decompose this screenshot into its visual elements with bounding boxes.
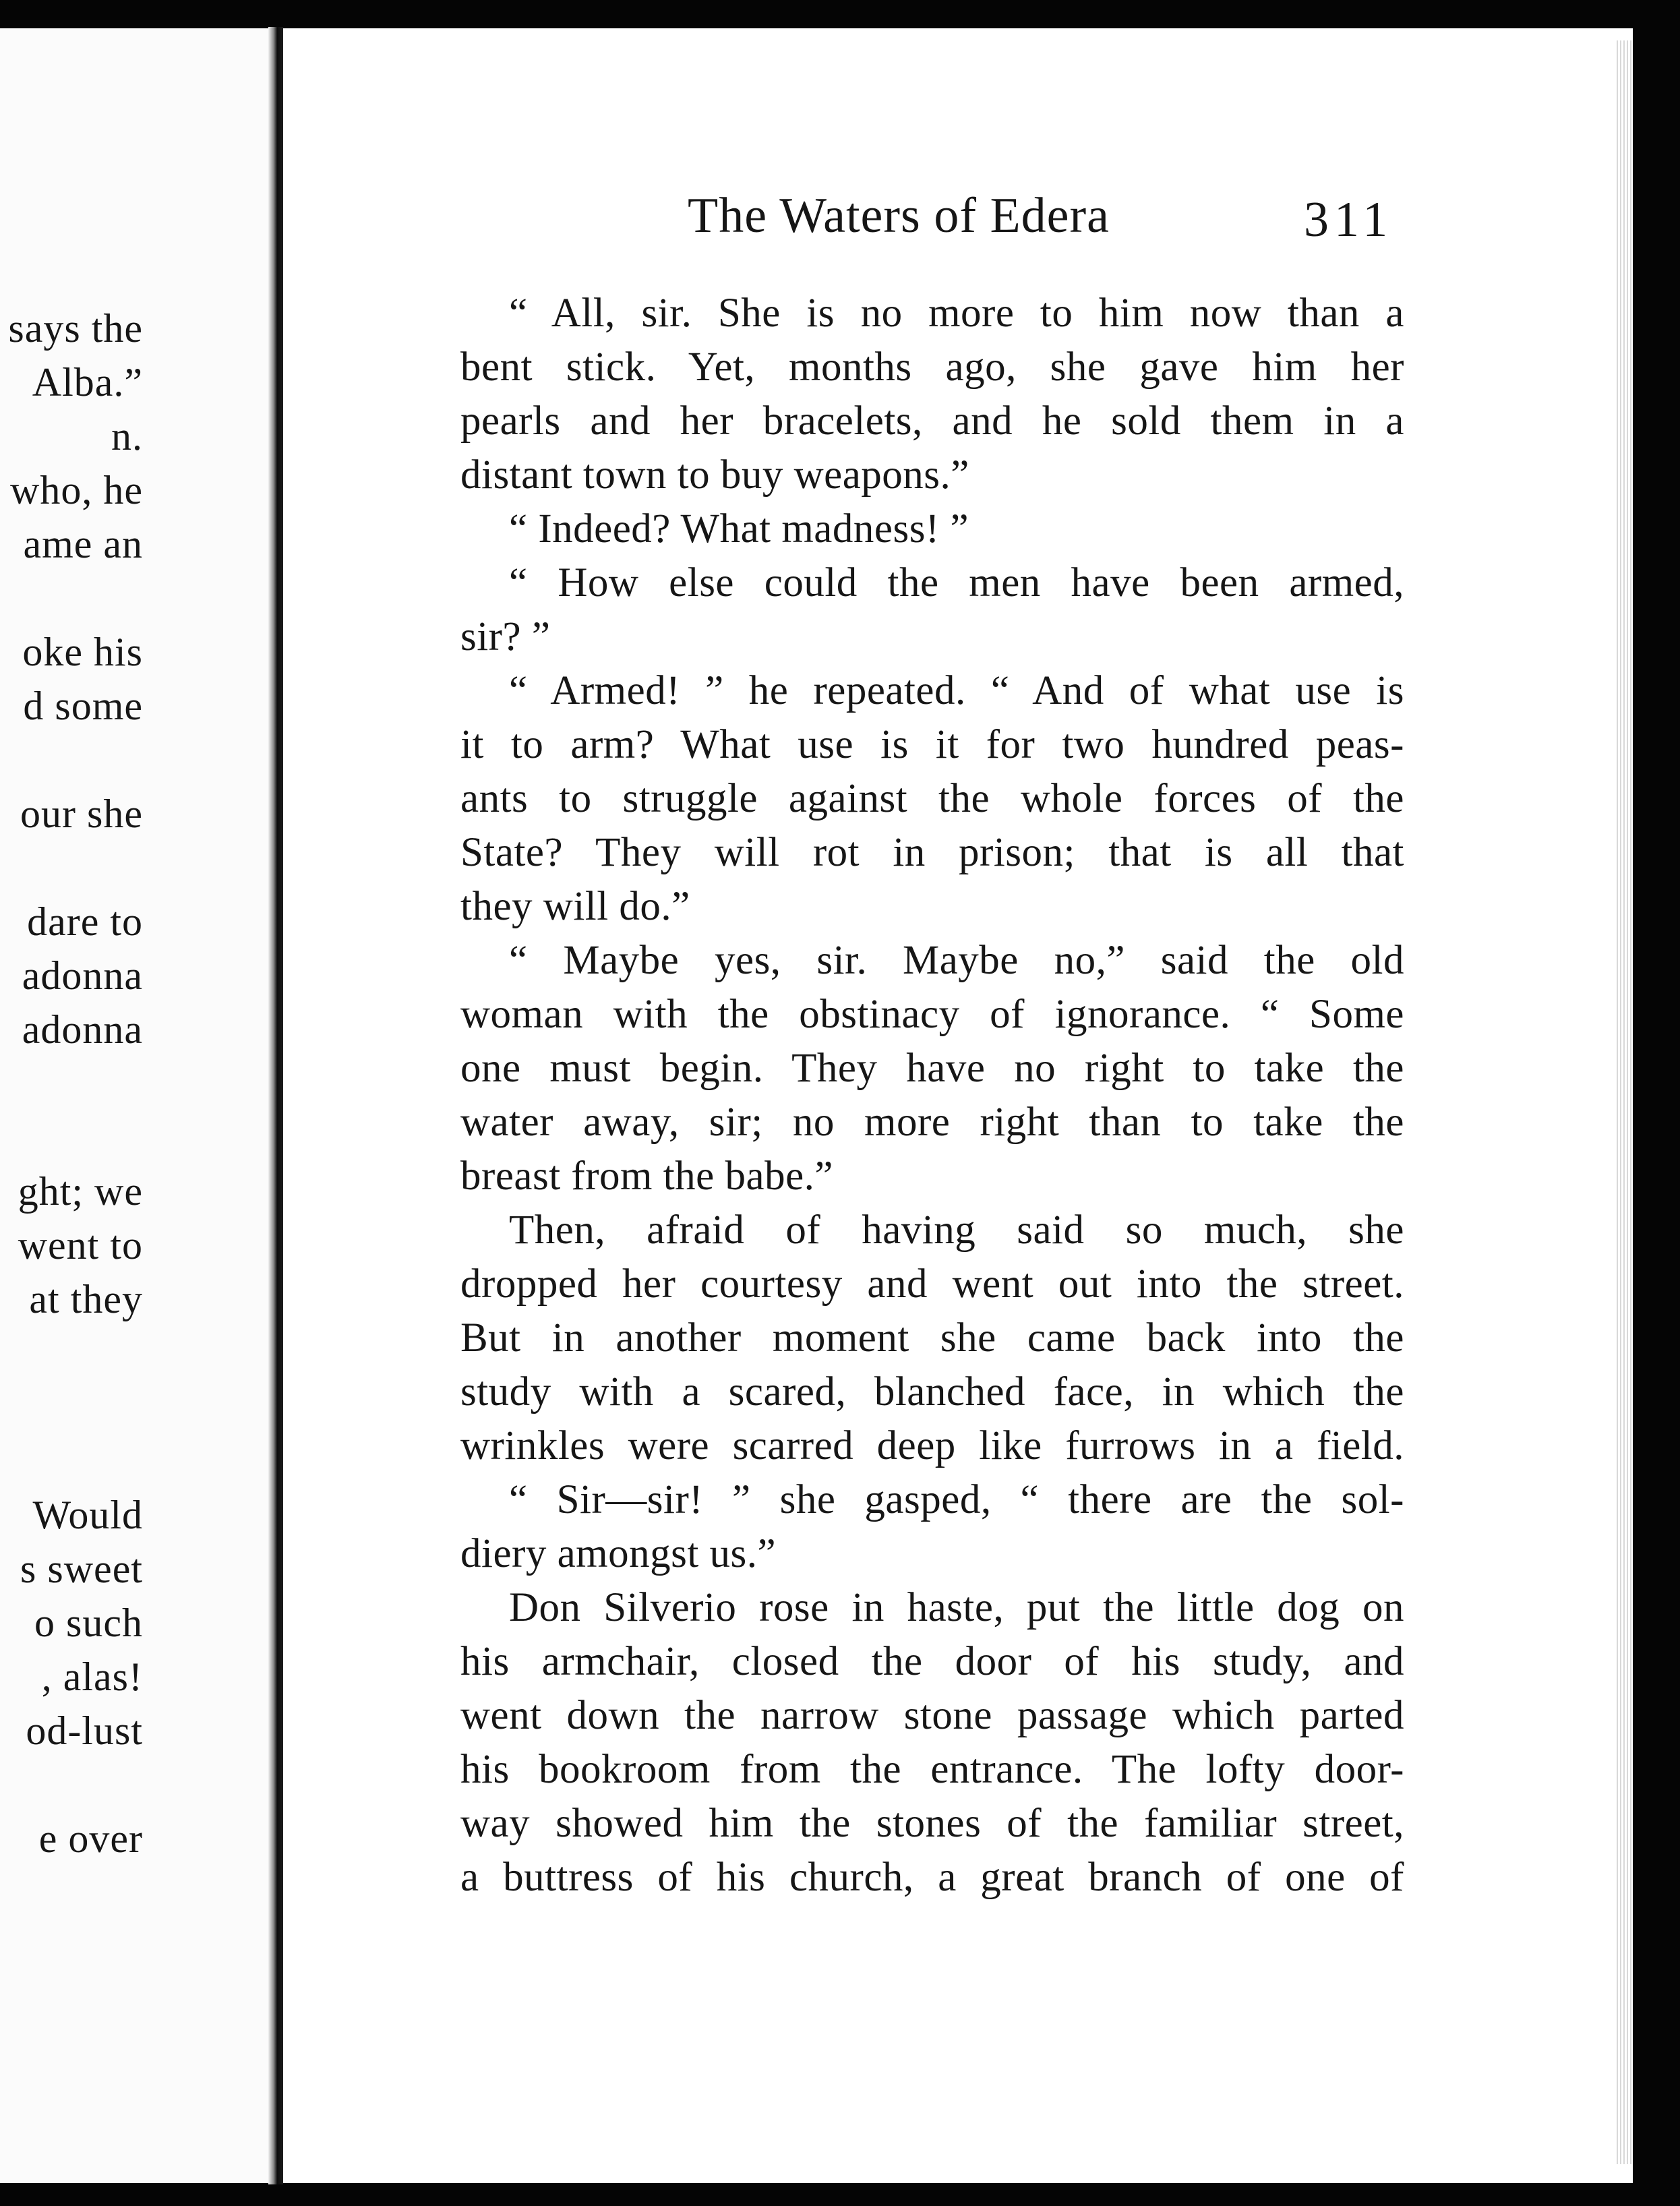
text-line: one must begin. They have no right to take the (460, 1046, 1404, 1091)
left-page-line: says the (8, 306, 143, 351)
left-page-line: our she (20, 792, 143, 836)
text-line: bent stick. Yet, months ago, she gave him her (460, 345, 1404, 390)
left-page-line: o such (34, 1601, 143, 1645)
text-line: it to arm? What use is it for two hundred peas- (460, 722, 1404, 767)
left-page-line: adonna (22, 953, 143, 998)
page-number: 311 (1304, 192, 1393, 247)
left-page-line: went to (18, 1223, 143, 1268)
text-line: woman with the obstinacy of ignorance. “ Some (460, 992, 1404, 1037)
left-page-line: d some (23, 684, 143, 728)
left-page-line: Would (32, 1493, 143, 1537)
text-line: went down the narrow stone passage which parted (460, 1693, 1404, 1738)
left-page (0, 28, 268, 2183)
text-line: Don Silverio rose in haste, put the little dog on (509, 1585, 1404, 1630)
text-line: “ Indeed? What madness! ” (509, 506, 969, 552)
scan-border-right (1633, 0, 1680, 2206)
page-edges (1617, 40, 1633, 2164)
left-page-line: ght; we (18, 1169, 143, 1214)
scan-border-bottom (0, 2183, 1680, 2206)
text-line: “ Sir—sir! ” she gasped, “ there are the sol- (509, 1477, 1404, 1522)
text-line: diery amongst us.” (460, 1531, 777, 1576)
scan-border-top (0, 0, 1680, 28)
text-line: pearls and her bracelets, and he sold them in a (460, 398, 1404, 444)
book-gutter (268, 27, 283, 2184)
left-page-line: who, he (10, 468, 143, 512)
text-line: his bookroom from the entrance. The lofty door- (460, 1747, 1404, 1792)
left-page-line: n. (111, 414, 143, 458)
left-page-line: s sweet (20, 1547, 143, 1591)
left-page-line: , alas! (41, 1654, 143, 1699)
text-line: State? They will rot in prison; that is all that (460, 830, 1404, 875)
text-line: they will do.” (460, 884, 690, 929)
text-line: “ How else could the men have been armed, (509, 560, 1404, 605)
left-page-line: od-lust (26, 1708, 143, 1753)
text-line: breast from the babe.” (460, 1154, 833, 1199)
text-line: “ Armed! ” he repeated. “ And of what use is (509, 668, 1404, 713)
text-line: Then, afraid of having said so much, she (509, 1208, 1404, 1253)
text-line: study with a scared, blanched face, in which the (460, 1369, 1404, 1414)
text-line: dropped her courtesy and went out into the street. (460, 1261, 1404, 1307)
text-line: ants to struggle against the whole forces of the (460, 776, 1404, 821)
text-line: “ Maybe yes, sir. Maybe no,” said the old (509, 938, 1404, 983)
text-line: a buttress of his church, a great branch of one of (460, 1855, 1404, 1900)
text-line: “ All, sir. She is no more to him now than a (509, 291, 1404, 336)
left-page-line: Alba.” (32, 360, 143, 405)
left-page-line: adonna (22, 1007, 143, 1052)
text-line: way showed him the stones of the familiar street, (460, 1801, 1404, 1846)
text-line: his armchair, closed the door of his study, and (460, 1639, 1404, 1684)
running-title: The Waters of Edera (688, 188, 1110, 243)
text-line: water away, sir; no more right than to take the (460, 1100, 1404, 1145)
left-page-line: ame an (23, 522, 143, 566)
left-page-line: oke his (22, 630, 143, 674)
page-header (0, 182, 1680, 249)
text-line: sir? ” (460, 614, 551, 659)
left-page-line: at they (29, 1277, 143, 1321)
text-line: distant town to buy weapons.” (460, 452, 969, 498)
text-line: wrinkles were scarred deep like furrows in a field. (460, 1423, 1404, 1468)
text-line: But in another moment she came back into the (460, 1315, 1404, 1361)
left-page-line: dare to (27, 899, 143, 944)
left-page-line: e over (38, 1816, 143, 1861)
